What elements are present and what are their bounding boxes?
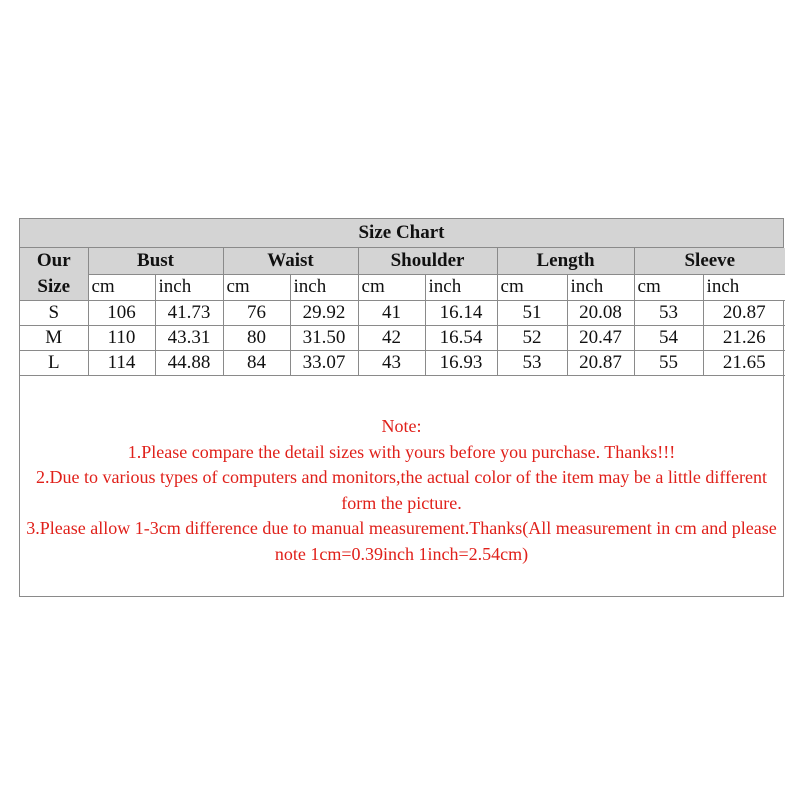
measurement-cell: 43.31 bbox=[155, 326, 223, 351]
measurement-cell: 44.88 bbox=[155, 351, 223, 376]
measurement-cell: 29.92 bbox=[290, 301, 358, 326]
size-chart bbox=[19, 218, 784, 597]
size-column-header bbox=[20, 248, 88, 301]
measurement-cell: 106 bbox=[88, 301, 155, 326]
group-header-waist: Waist bbox=[223, 248, 358, 274]
measurement-cell: 21.26 bbox=[703, 326, 785, 351]
measurement-cell: 114 bbox=[88, 351, 155, 376]
unit-cell: cm bbox=[223, 274, 290, 300]
measurement-cell: 16.54 bbox=[425, 326, 497, 351]
measurement-cell: 20.08 bbox=[567, 301, 634, 326]
measurement-cell: 53 bbox=[497, 351, 567, 376]
measurement-cell: 31.50 bbox=[290, 326, 358, 351]
group-header-bust: Bust bbox=[88, 248, 223, 274]
unit-cell: inch bbox=[155, 274, 223, 300]
size-header-line-1: Our bbox=[36, 250, 71, 271]
measurement-cell: 20.87 bbox=[703, 301, 785, 326]
measurement-cell: 80 bbox=[223, 326, 290, 351]
measurement-cell: 16.93 bbox=[425, 351, 497, 376]
chart-title: Size Chart bbox=[20, 219, 783, 248]
size-table bbox=[20, 248, 785, 376]
group-header-length: Length bbox=[497, 248, 634, 274]
measurement-cell: 33.07 bbox=[290, 351, 358, 376]
measurement-cell: 51 bbox=[497, 301, 567, 326]
measurement-cell: 21.65 bbox=[703, 351, 785, 376]
size-row bbox=[20, 301, 785, 326]
unit-cell: inch bbox=[567, 274, 634, 300]
group-header-shoulder: Shoulder bbox=[358, 248, 497, 274]
size-header-line-2: Size bbox=[37, 276, 71, 297]
size-label: S bbox=[20, 301, 88, 326]
measurement-cell: 76 bbox=[223, 301, 290, 326]
note-item: 1.Please compare the detail sizes with yours before you purchase. Thanks!!! bbox=[127, 441, 676, 462]
notes-heading: Note: bbox=[381, 416, 422, 436]
measurement-cell: 20.87 bbox=[567, 351, 634, 376]
size-label: M bbox=[20, 326, 88, 351]
unit-cell: inch bbox=[290, 274, 358, 300]
unit-cell: cm bbox=[358, 274, 425, 300]
measurement-cell: 41.73 bbox=[155, 301, 223, 326]
group-header-row bbox=[20, 248, 785, 274]
measurement-cell: 84 bbox=[223, 351, 290, 376]
unit-cell: cm bbox=[497, 274, 567, 300]
unit-cell: inch bbox=[703, 274, 785, 300]
measurement-cell: 110 bbox=[88, 326, 155, 351]
notes-section bbox=[20, 376, 783, 596]
unit-header-row bbox=[20, 274, 785, 300]
measurement-cell: 20.47 bbox=[567, 326, 634, 351]
unit-cell: cm bbox=[634, 274, 703, 300]
group-header-sleeve: Sleeve bbox=[634, 248, 785, 274]
measurement-cell: 43 bbox=[358, 351, 425, 376]
measurement-cell: 42 bbox=[358, 326, 425, 351]
size-row bbox=[20, 351, 785, 376]
size-label: L bbox=[20, 351, 88, 376]
measurement-cell: 55 bbox=[634, 351, 703, 376]
note-item: 2.Due to various types of computers and monitors,the actual color of the item may be a little different form the picture. bbox=[36, 467, 767, 513]
note-item: 3.Please allow 1-3cm difference due to manual measurement.Thanks(All measurement in cm and please note 1cm=0.39inch 1inch=2.54cm) bbox=[26, 518, 777, 564]
size-row bbox=[20, 326, 785, 351]
measurement-cell: 54 bbox=[634, 326, 703, 351]
measurement-cell: 16.14 bbox=[425, 301, 497, 326]
measurement-cell: 53 bbox=[634, 301, 703, 326]
measurement-cell: 41 bbox=[358, 301, 425, 326]
measurement-cell: 52 bbox=[497, 326, 567, 351]
unit-cell: inch bbox=[425, 274, 497, 300]
unit-cell: cm bbox=[88, 274, 155, 300]
